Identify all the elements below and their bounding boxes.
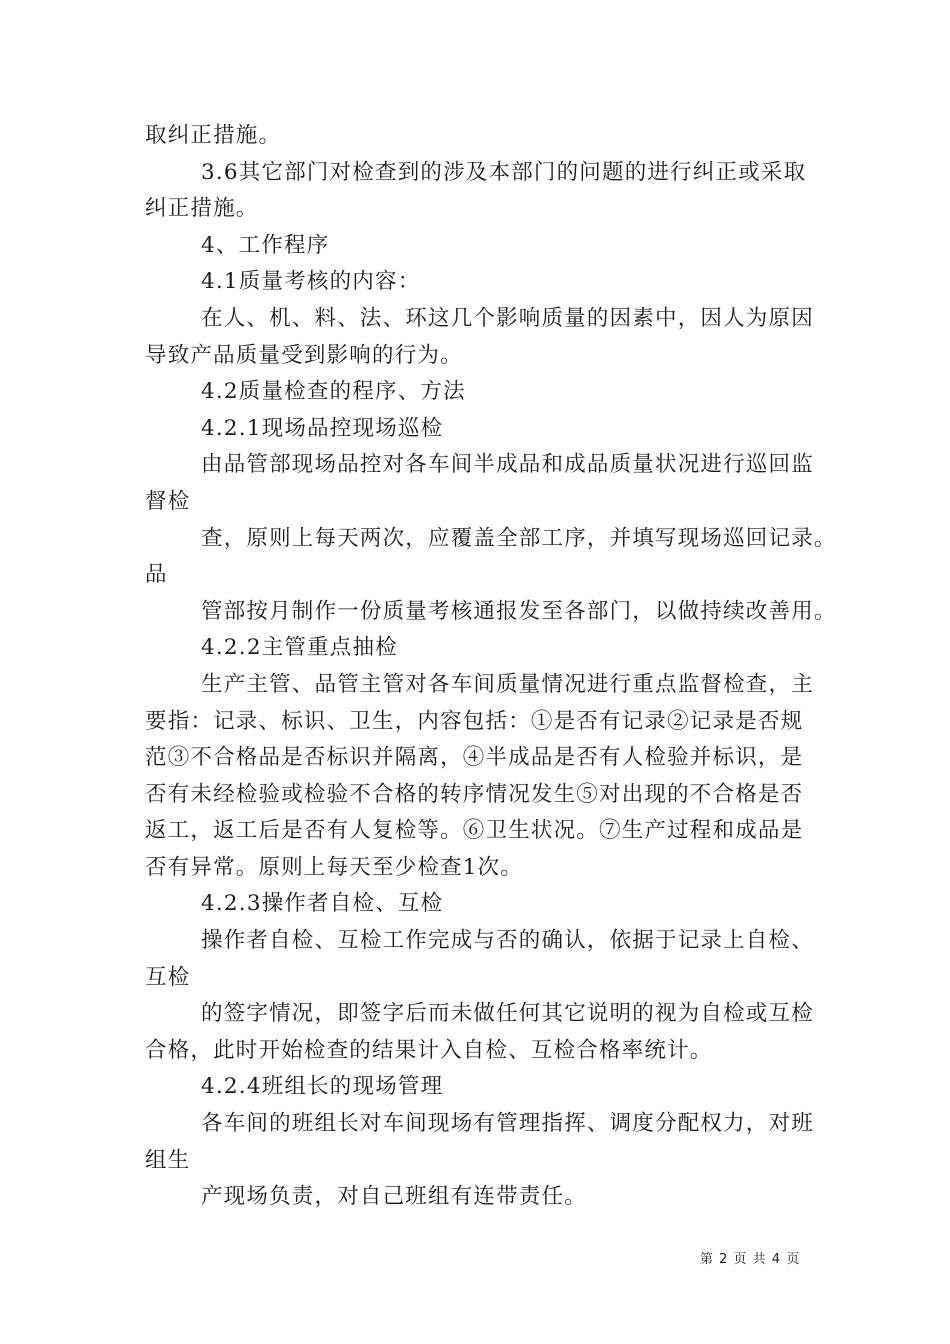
text-line: 的签字情况，即签字后而未做任何其它说明的视为自检或互检 <box>201 1001 814 1027</box>
text-line: 否有异常。原则上每天至少检查1次。 <box>145 854 524 880</box>
page-number: 第 2 页 共 4 页 <box>700 1252 801 1267</box>
text-line: 在人、机、料、法、环这几个影响质量的因素中，因人为原因 <box>201 305 814 331</box>
text-line: 3.6其它部门对检查到的涉及本部门的问题的进行纠正或采取 <box>201 159 807 185</box>
text-line: 组生 <box>145 1147 191 1173</box>
text-line: 操作者自检、互检工作完成与否的确认，依据于记录上自检、 <box>201 928 814 954</box>
section-heading: 4.2.4班组长的现场管理 <box>201 1074 444 1100</box>
section-heading: 4、工作程序 <box>201 232 330 258</box>
text-line: 管部按月制作一份质量考核通报发至各部门，以做持续改善用。 <box>201 598 837 624</box>
text-line: 导致产品质量受到影响的行为。 <box>145 342 463 368</box>
text-line: 互检 <box>145 964 191 990</box>
text-line: 要指：记录、标识、卫生，内容包括：①是否有记录②记录是否规 <box>145 708 804 734</box>
text-line: 督检 <box>145 488 191 514</box>
section-heading: 4.2.1现场品控现场巡检 <box>201 415 444 441</box>
section-heading: 4.2.3操作者自检、互检 <box>201 891 444 917</box>
text-line: 品 <box>145 562 168 588</box>
text-line: 由品管部现场品控对各车间半成品和成品质量状况进行巡回监 <box>201 452 814 478</box>
section-heading: 4.2.2主管重点抽检 <box>201 635 398 661</box>
text-line: 否有未经检验或检验不合格的转序情况发生⑤对出现的不合格是否 <box>145 781 804 807</box>
document-body <box>145 118 837 1216</box>
text-line: 范③不合格品是否标识并隔离，④半成品是否有人检验并标识，是 <box>145 745 804 771</box>
text-line: 各车间的班组长对车间现场有管理指挥、调度分配权力，对班 <box>201 1111 814 1137</box>
text-line: 返工，返工后是否有人复检等。⑥卫生状况。⑦生产过程和成品是 <box>145 818 804 844</box>
text-line: 查，原则上每天两次，应覆盖全部工序，并填写现场巡回记录。 <box>201 525 837 551</box>
text-line: 合格，此时开始检查的结果计入自检、互检合格率统计。 <box>145 1037 713 1063</box>
section-heading: 4.1质量考核的内容： <box>201 269 421 295</box>
text-line: 取纠正措施。 <box>145 123 282 148</box>
section-heading: 4.2质量检查的程序、方法 <box>201 379 466 405</box>
text-line: 生产主管、品管主管对各车间质量情况进行重点监督检查，主 <box>201 671 814 697</box>
text-line: 纠正措施。 <box>145 196 259 222</box>
text-line: 产现场负责，对自己班组有连带责任。 <box>201 1184 587 1210</box>
